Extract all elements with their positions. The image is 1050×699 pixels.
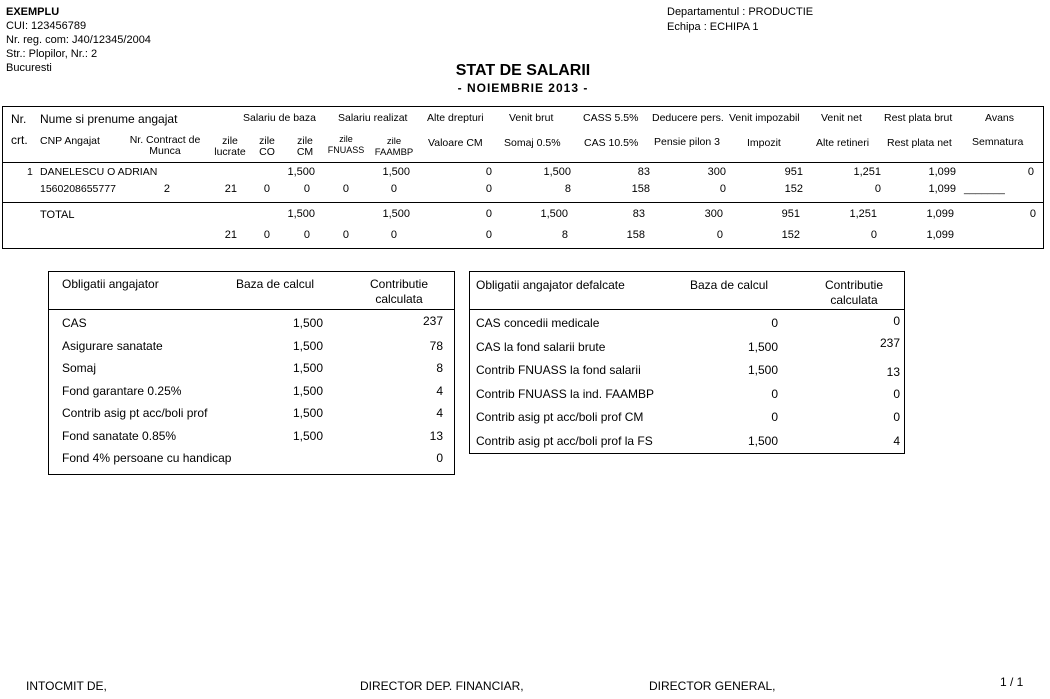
employee-impozit: 152 <box>784 183 803 195</box>
obligatii-row-name: Fond garantare 0.25% <box>62 383 182 398</box>
employee-semnatura: _______ <box>964 183 1005 195</box>
obligatii-header-baza: Baza de calcul <box>236 277 315 291</box>
employee-zile-cm: 0 <box>303 183 310 195</box>
obligatii-row-name: Asigurare sanatate <box>62 338 163 353</box>
table-total-divider <box>2 202 1044 203</box>
obligatii-row-contributie: 4 <box>436 406 443 420</box>
defalcate-row-name: CAS concedii medicale <box>476 316 600 330</box>
obligatii-row-contributie: 13 <box>429 428 443 443</box>
total-label: TOTAL <box>40 209 75 221</box>
total-pensie: 0 <box>716 229 723 241</box>
total-venit-net: 1,251 <box>849 208 877 220</box>
obligatii-row-contributie: 78 <box>429 338 443 353</box>
employee-zile-lucrate: 21 <box>224 183 237 195</box>
header-valoare-cm: Valoare CM <box>428 137 483 149</box>
total-alte-retineri: 0 <box>870 229 877 241</box>
employee-salariu-baza: 1,500 <box>287 166 315 178</box>
total-alte-drepturi: 0 <box>485 208 492 220</box>
defalcate-row-contributie: 237 <box>879 335 900 350</box>
obligatii-header-contributie: Contributie calculata <box>369 277 429 306</box>
total-rest-plata-net: 1,099 <box>926 229 954 241</box>
header-cnp: CNP Angajat <box>40 135 100 147</box>
defalcate-row-contributie: 13 <box>886 365 900 380</box>
employee-cnp: 1560208655777 <box>40 183 116 195</box>
obligatii-row-contributie: 237 <box>422 314 443 328</box>
total-rest-plata-brut: 1,099 <box>926 208 954 220</box>
employee-zile-faambp: 0 <box>390 183 397 195</box>
total-venit-impozabil: 951 <box>781 208 800 220</box>
team-label: Echipa : ECHIPA 1 <box>667 21 759 33</box>
page-subtitle: - NOIEMBRIE 2013 - <box>457 81 589 95</box>
obligatii-row-name: CAS <box>62 316 87 330</box>
total-somaj: 8 <box>561 229 568 241</box>
employee-zile-fnuass: 0 <box>342 183 349 195</box>
header-zile-fnuass: zile FNUASS <box>327 134 365 155</box>
header-cas: CAS 10.5% <box>584 137 639 149</box>
header-avans: Avans <box>985 112 1014 124</box>
footer-intocmit: INTOCMIT DE, <box>26 679 107 693</box>
header-somaj: Somaj 0.5% <box>504 137 561 149</box>
defalcate-row-baza: 1,500 <box>747 339 778 354</box>
total-zile-faambp: 0 <box>390 229 397 241</box>
department-label: Departamentul : PRODUCTIE <box>667 6 814 18</box>
employee-venit-brut: 1,500 <box>543 166 571 178</box>
header-zile-lucrate: zile lucrate <box>214 135 246 158</box>
obligatii-row-name: Fond 4% persoane cu handicap <box>62 451 232 465</box>
company-city: Bucuresti <box>6 62 52 74</box>
header-venit-net: Venit net <box>821 112 862 124</box>
company-reg: Nr. reg. com: J40/12345/2004 <box>6 34 151 46</box>
header-crt: crt. <box>11 133 28 147</box>
defalcate-header-divider <box>469 309 905 310</box>
total-deducere: 300 <box>704 208 723 220</box>
header-pensie: Pensie pilon 3 <box>654 136 720 148</box>
header-nr: Nr. <box>11 112 27 126</box>
employee-venit-impozabil: 951 <box>784 166 803 178</box>
defalcate-row-name: Contrib asig pt acc/boli prof CM <box>476 410 644 425</box>
defalcate-row-name: CAS la fond salarii brute <box>476 339 606 354</box>
employee-somaj: 8 <box>564 183 571 195</box>
total-salariu-realizat: 1,500 <box>382 208 410 220</box>
header-rest-plata-net: Rest plata net <box>887 137 952 149</box>
header-zile-cm: zile CM <box>296 135 314 158</box>
header-salariu-realizat: Salariu realizat <box>338 112 408 124</box>
total-zile-co: 0 <box>263 229 270 241</box>
defalcate-header-baza: Baza de calcul <box>690 278 769 292</box>
obligatii-row-baza: 1,500 <box>292 361 323 375</box>
defalcate-row-baza: 1,500 <box>747 434 778 448</box>
defalcate-row-baza: 0 <box>771 316 778 330</box>
employee-valoare-cm: 0 <box>485 183 492 195</box>
defalcate-row-name: Contrib asig pt acc/boli prof la FS <box>476 434 653 448</box>
employee-alte-retineri: 0 <box>874 183 881 195</box>
employee-zile-co: 0 <box>263 183 270 195</box>
footer-director-financiar: DIRECTOR DEP. FINANCIAR, <box>360 679 524 693</box>
obligatii-header-divider <box>48 309 455 310</box>
employee-alte-drepturi: 0 <box>485 166 492 178</box>
header-venit-brut: Venit brut <box>509 112 554 124</box>
employee-venit-net: 1,251 <box>853 166 881 178</box>
page-title: STAT DE SALARII <box>455 62 591 79</box>
obligatii-row-baza: 1,500 <box>292 383 323 398</box>
header-salariu-baza: Salariu de baza <box>243 112 316 124</box>
total-cass: 83 <box>632 208 645 220</box>
obligatii-row-name: Fond sanatate 0.85% <box>62 428 177 443</box>
header-contract: Nr. Contract de Munca <box>129 134 201 157</box>
obligatii-row-baza: 1,500 <box>292 406 323 420</box>
employee-rest-plata-brut: 1,099 <box>928 166 956 178</box>
defalcate-header-contributie: Contributie calculata <box>824 278 884 307</box>
total-impozit: 152 <box>781 229 800 241</box>
defalcate-row-contributie: 0 <box>893 314 900 328</box>
defalcate-row-contributie: 4 <box>893 434 900 448</box>
total-venit-brut: 1,500 <box>540 208 568 220</box>
employee-deducere: 300 <box>707 166 726 178</box>
total-zile-lucrate: 21 <box>224 229 237 241</box>
header-impozit: Impozit <box>747 137 781 149</box>
obligatii-row-name: Somaj <box>62 361 97 375</box>
defalcate-row-name: Contrib FNUASS la fond salarii <box>476 363 641 378</box>
company-cui: CUI: 123456789 <box>6 20 87 32</box>
total-zile-fnuass: 0 <box>342 229 349 241</box>
defalcate-row-name: Contrib FNUASS la ind. FAAMBP <box>476 386 655 401</box>
defalcate-row-baza: 1,500 <box>747 363 778 378</box>
header-deducere: Deducere pers. <box>652 112 724 124</box>
employee-cas: 158 <box>631 183 650 195</box>
page-number: 1 / 1 <box>1000 675 1024 689</box>
employee-rest-plata-net: 1,099 <box>928 183 956 195</box>
obligatii-row-contributie: 8 <box>436 361 443 375</box>
total-salariu-baza: 1,500 <box>287 208 315 220</box>
defalcate-row-baza: 0 <box>771 410 778 425</box>
defalcate-row-contributie: 0 <box>893 386 900 401</box>
obligatii-row-baza: 1,500 <box>292 316 323 330</box>
header-name: Nume si prenume angajat <box>40 112 178 126</box>
defalcate-row-baza: 0 <box>771 386 778 401</box>
header-zile-faambp: zile FAAMBP <box>374 136 414 158</box>
employee-avans: 0 <box>1027 166 1034 178</box>
header-alte-drepturi: Alte drepturi <box>427 112 484 124</box>
footer-director-general: DIRECTOR GENERAL, <box>649 679 776 693</box>
header-venit-impozabil: Venit impozabil <box>729 112 800 124</box>
obligatii-row-name: Contrib asig pt acc/boli prof <box>62 406 208 420</box>
obligatii-row-baza: 1,500 <box>292 428 323 443</box>
company-street: Str.: Plopilor, Nr.: 2 <box>6 48 98 60</box>
total-cas: 158 <box>626 229 645 241</box>
defalcate-row-contributie: 0 <box>893 410 900 425</box>
header-alte-retineri: Alte retineri <box>816 137 870 149</box>
employee-cass: 83 <box>637 166 650 178</box>
defalcate-header-name: Obligatii angajator defalcate <box>476 278 625 292</box>
header-zile-co: zile CO <box>259 135 275 158</box>
obligatii-row-contributie: 0 <box>436 451 443 465</box>
employee-nr: 1 <box>27 166 33 178</box>
header-semnatura: Semnatura <box>972 136 1024 148</box>
table-header-divider <box>2 162 1044 163</box>
obligatii-header-name: Obligatii angajator <box>62 277 159 291</box>
employee-contract: 2 <box>163 183 170 195</box>
obligatii-row-baza: 1,500 <box>292 338 323 353</box>
obligatii-row-contributie: 4 <box>436 383 443 398</box>
total-avans: 0 <box>1029 208 1036 220</box>
header-rest-plata-brut: Rest plata brut <box>884 112 953 124</box>
header-cass: CASS 5.5% <box>583 112 639 124</box>
employee-name: DANELESCU O ADRIAN <box>40 166 158 178</box>
employee-salariu-realizat: 1,500 <box>382 166 410 178</box>
employee-pensie: 0 <box>719 183 726 195</box>
company-name: EXEMPLU <box>6 6 60 18</box>
total-zile-cm: 0 <box>303 229 310 241</box>
total-valoare-cm: 0 <box>485 229 492 241</box>
